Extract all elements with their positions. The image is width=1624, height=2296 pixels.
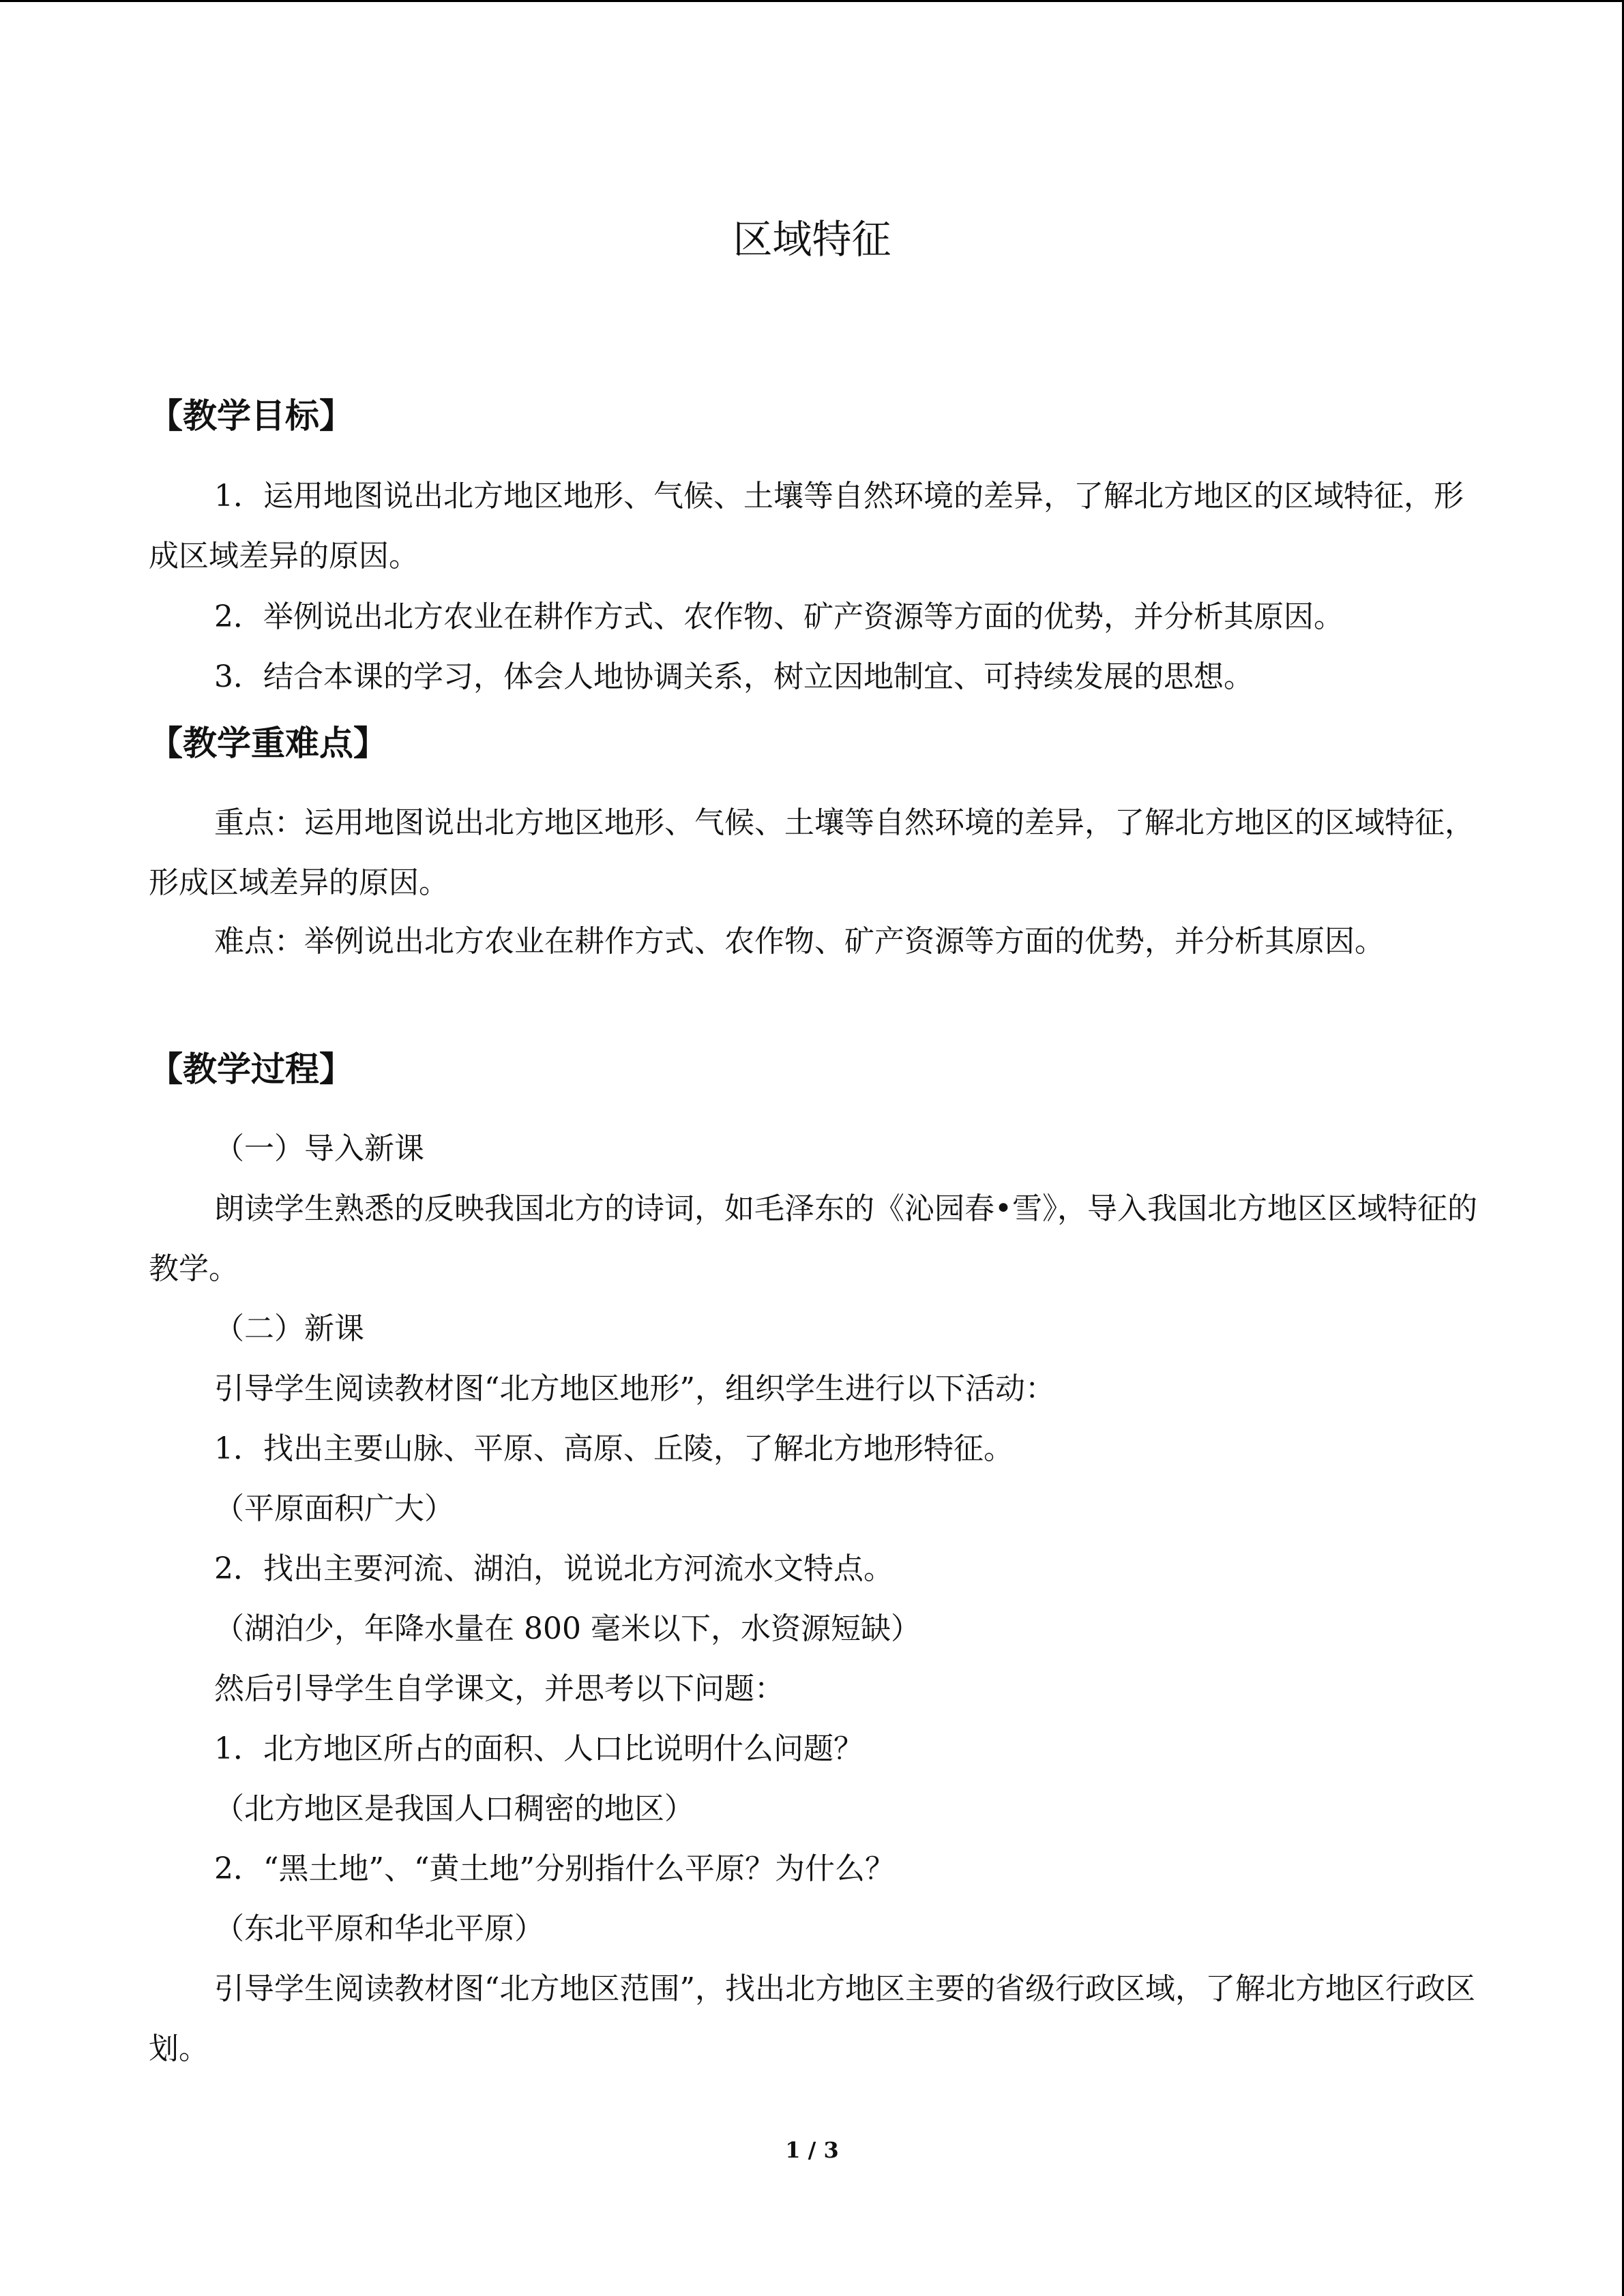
section-heading-process: 【教学过程】 — [149, 1049, 353, 1089]
process-line-14: 引导学生阅读教材图“北方地区范围”，找出北方地区主要的省级行政区域，了解北方地区行政区划。 — [149, 1971, 1475, 2066]
process-line-6: （平原面积广大） — [214, 1491, 454, 1526]
objective-item-2: 2．举例说出北方农业在耕作方式、农作物、矿产资源等方面的优势，并分析其原因。 — [214, 599, 1344, 634]
process-line-12: 2．“黑土地”、“黄土地”分别指什么平原？为什么？ — [214, 1851, 895, 1886]
process-line-3: （二）新课 — [214, 1311, 364, 1346]
key-point-focus: 重点：运用地图说出北方地区地形、气候、土壤等自然环境的差异，了解北方地区的区域特征，形成区域差异的原因。 — [149, 805, 1475, 900]
process-line-7: 2．找出主要河流、湖泊，说说北方河流水文特点。 — [214, 1551, 894, 1586]
objective-item-1: 1．运用地图说出北方地区地形、气候、土壤等自然环境的差异，了解北方地区的区域特征，形成区域差异的原因。 — [149, 479, 1464, 573]
process-line-5: 1．找出主要山脉、平原、高原、丘陵，了解北方地形特征。 — [214, 1431, 1014, 1466]
process-line-9: 然后引导学生自学课文，并思考以下问题： — [214, 1671, 784, 1706]
section-heading-objectives: 【教学目标】 — [149, 396, 353, 436]
process-line-8: （湖泊少，年降水量在 800 毫米以下，水资源短缺） — [214, 1611, 921, 1646]
process-line-1: （一）导入新课 — [214, 1131, 424, 1166]
key-point-difficulty: 难点：举例说出北方农业在耕作方式、农作物、矿产资源等方面的优势，并分析其原因。 — [214, 924, 1385, 959]
process-line-13: （东北平原和华北平原） — [214, 1911, 544, 1946]
process-line-4: 引导学生阅读教材图“北方地区地形”，组织学生进行以下活动： — [214, 1371, 1055, 1406]
page-title: 区域特征 — [733, 216, 891, 263]
process-line-2: 朗读学生熟悉的反映我国北方的诗词，如毛泽东的《沁园春•雪》，导入我国北方地区区域特征的教学。 — [149, 1191, 1477, 1286]
page-number: 1 / 3 — [785, 2137, 839, 2163]
section-heading-key-points: 【教学重难点】 — [149, 724, 387, 763]
process-line-10: 1．北方地区所占的面积、人口比说明什么问题？ — [214, 1731, 863, 1766]
objective-item-3: 3．结合本课的学习，体会人地协调关系，树立因地制宜、可持续发展的思想。 — [214, 659, 1254, 694]
process-line-11: （北方地区是我国人口稠密的地区） — [214, 1791, 694, 1826]
